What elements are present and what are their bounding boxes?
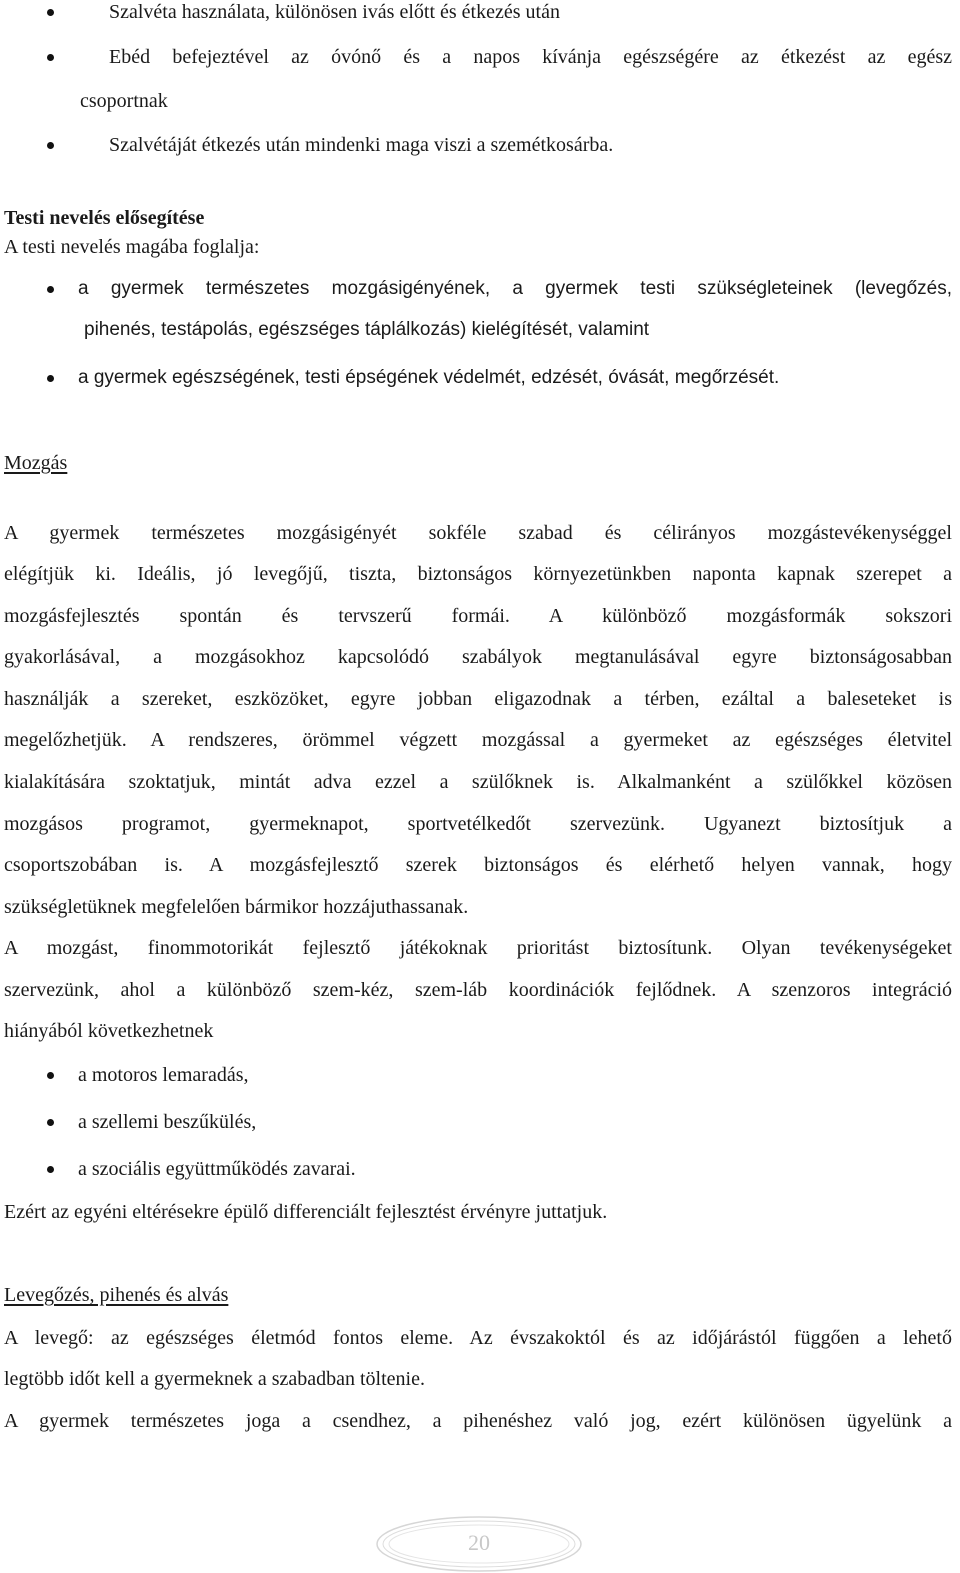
paragraph-line: elégítjük ki. Ideális, jó levegőjű, tiszta, biztonságos környezetünkben naponta kapnak szerepet a (4, 563, 952, 585)
paragraph-line: gyakorlásával, a mozgásokhoz kapcsolódó szabályok megtanulásával egyre biztonságosabban (4, 646, 952, 668)
paragraph-line: szervezünk, ahol a különböző szem-kéz, szem-láb koordinációk fejlődnek. A szenzoros integráció (4, 979, 952, 1001)
list-item: Ebéd befejeztével az óvónő és a napos kívánja egészségére az étkezést az egész (109, 46, 952, 68)
list-item: a szellemi beszűkülés, (78, 1111, 257, 1133)
paragraph-line: mozgásos programot, gyermeknapot, sportvetélkedőt szervezünk. Ugyanezt biztosítjuk a (4, 813, 952, 835)
list-item: a motoros lemaradás, (78, 1064, 249, 1086)
bullet-icon (47, 1166, 54, 1173)
bullet-icon (47, 1072, 54, 1079)
paragraph-line: hiányából következhetnek (4, 1020, 214, 1042)
paragraph-line: használják a szereket, eszközöket, egyre jobban eligazodnak a térben, ezáltal a baleseteket is (4, 688, 952, 710)
paragraph-line: A levegő: az egészséges életmód fontos eleme. Az évszakoktól és az időjárástól függően a lehető (4, 1327, 952, 1349)
paragraph-line: legtöbb időt kell a gyermeknek a szabadban töltenie. (4, 1368, 425, 1390)
paragraph: A testi nevelés magába foglalja: (4, 236, 260, 258)
list-item: a gyermek természetes mozgásigényének, a gyermek testi szükségleteinek (levegőzés, (78, 278, 952, 299)
paragraph: Ezért az egyéni eltérésekre épülő differenciált fejlesztést érvényre juttatjuk. (4, 1201, 608, 1223)
list-item: a gyermek egészségének, testi épségének védelmét, edzését, óvását, megőrzését. (78, 367, 780, 388)
bullet-icon (47, 142, 54, 149)
section-heading: Testi nevelés elősegítése (4, 207, 205, 229)
bullet-icon (47, 9, 54, 16)
section-heading: Levegőzés, pihenés és alvás (4, 1284, 229, 1306)
paragraph-line: A mozgást, finommotorikát fejlesztő játékoknak prioritást biztosítunk. Olyan tevékenységeket (4, 937, 952, 959)
page-number: 20 (468, 1530, 490, 1555)
paragraph-line: szükségletüknek megfelelően bármikor hozzájuthassanak. (4, 896, 469, 918)
list-item: Szalvéta használata, különösen ivás előtt és étkezés után (109, 1, 560, 23)
paragraph-line: kialakítására szoktatjuk, mintát adva ezzel a szülőknek is. Alkalmanként a szülőkkel közösen (4, 771, 952, 793)
bullet-icon (47, 375, 54, 382)
section-heading: Mozgás (4, 452, 68, 474)
paragraph-line: megelőzhetjük. A rendszeres, örömmel végzett mozgással a gyermeket az egészséges életvitel (4, 729, 952, 751)
paragraph-line: csoportszobában is. A mozgásfejlesztő szerek biztonságos és elérhető helyen vannak, hogy (4, 854, 952, 876)
list-item-continuation: csoportnak (80, 90, 168, 112)
bullet-icon (47, 1119, 54, 1126)
bullet-icon (47, 54, 54, 61)
paragraph-line: A gyermek természetes mozgásigényét sokféle szabad és célirányos mozgástevékenységgel (4, 522, 952, 544)
paragraph-line: A gyermek természetes joga a csendhez, a pihenéshez való jog, ezért különösen ügyelünk a (4, 1410, 952, 1432)
list-item-continuation: pihenés, testápolás, egészséges táplálkozás) kielégítését, valamint (84, 319, 650, 340)
bullet-icon (47, 286, 54, 293)
paragraph-line: mozgásfejlesztés spontán és tervszerű formái. A különböző mozgásformák sokszori (4, 605, 952, 627)
list-item: a szociális együttműködés zavarai. (78, 1158, 356, 1180)
list-item: Szalvétáját étkezés után mindenki maga viszi a szemétkosárba. (109, 134, 614, 156)
